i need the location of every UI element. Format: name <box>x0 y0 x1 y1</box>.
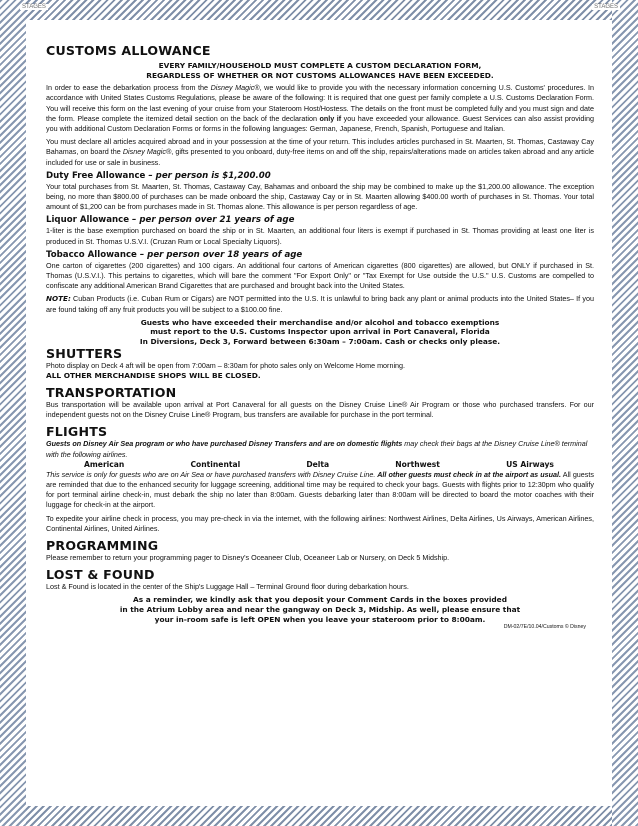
flights-paragraph-3: To expedite your airline check in process, you may pre-check in via the internet, with the following airlines: Northwest Airlines, Delta Airlines, Us Airways, American Airlines, Continental Airlines, United Airlines. <box>46 513 594 533</box>
tobacco-text: One carton of cigarettes (200 cigarettes) and 100 cigars. An additional four cartons of American cigarettes (800 cigarettes) are allowed, but ONLY if purchased in St. Thomas (U.S.V.I.). This pertains to cigarettes, which will bare the comment "For Export Only" or "Tax Exempt for Use outside the U.S." U.S. Customs are compelled to confiscate any additional American Brand Cigarettes that are purchased and brought back into the United States. <box>46 260 594 291</box>
frame-border-right <box>612 0 638 826</box>
liquor-heading: Liquor Allowance – per person over 21 years of age <box>46 215 295 226</box>
frame-border-bottom <box>0 806 638 826</box>
frame-border-top <box>0 0 638 20</box>
footer-document-code: DM-02/7E/10.04/Customs © Disney <box>503 624 586 631</box>
airline-list <box>46 460 594 470</box>
lost-found-text: Lost & Found is located in the center of the Ship's Luggage Hall – Terminal Ground floor during debarkation hours. <box>46 582 409 592</box>
reminder-line-1: As a reminder, we kindly ask that you deposit your Comment Cards in the boxes provided <box>133 595 507 605</box>
shutters-closed-notice: ALL OTHER MERCHANDISE SHOPS WILL BE CLOSED. <box>46 370 261 380</box>
reminder-line-2: in the Atrium Lobby area and near the gangway on Deck 3, Midship. As well, please ensure that <box>119 605 521 615</box>
note-paragraph: NOTE: Cuban Products (i.e. Cuban Rum or Cigars) are NOT permitted into the U.S. It is unlawful to bring back any plant or animal products into the United States– If you are found taking off any fruit products you will be subject to a $100.00 fine. <box>46 294 594 314</box>
customs-paragraph-2: You must declare all articles acquired abroad and in your possession at the time of your return. This includes articles purchased in St. Maarten, St. Thomas, Castaway Cay Bahamas, on board the Disney Magic®, gifts presented to you onboard, duty-free items on and off the ship, repairs/alterations made on articles taken abroad and any article included for use or sale in business. <box>46 137 595 167</box>
lost-found-title: LOST & FOUND <box>46 567 155 583</box>
exemption-line-1: Guests who have exceeded their merchandise and/or alcohol and tobacco exemptions <box>140 317 500 327</box>
airline-item: Delta <box>306 459 330 469</box>
liquor-text: 1-liter is the base exemption purchased on board the ship or in St. Maarten, an additional four liters is exempt if purchased in St. Thomas providing at least one liter is produced in St. Thomas U.S.V.I. (Cruzan Rum or Local Specialty Liquors). <box>46 226 594 246</box>
exemption-line-2: must report to the U.S. Customs Inspector upon arrival in Port Canaveral, Florida <box>150 327 490 337</box>
corner-code-right: STAGES <box>594 4 618 10</box>
exemption-line-3: In Diversions, Deck 3, Forward between 6:30am – 7:00am. Cash or checks only please. <box>139 337 501 347</box>
tobacco-heading: Tobacco Allowance – per person over 18 years of age <box>46 249 303 260</box>
document-content <box>46 44 594 631</box>
duty-free-heading: Duty Free Allowance – per person is $1,200.00 <box>46 170 271 181</box>
flights-intro: Guests on Disney Air Sea program or who have purchased Disney Transfers and are on domestic flights may check their bags at the Disney Cruise Line® terminal with the following airlines. <box>46 439 588 459</box>
flights-paragraph-2: This service is only for guests who are on Air Sea or have purchased transfers with Disney Cruise Line. All other guests must check in at the airport as usual. All guests are reminded that due to the enhanced security for luggage screening, additional time may be required to check your bags. Guests with flights prior to 12:30pm who qualify for port terminal airline check-in, must debark the ship no later than 8:00am. Guests debarking later than 8:00am will be directed to board the motor coaches with their luggage for check-in at the airport. <box>46 469 594 510</box>
customs-notice-line-2: REGARDLESS OF WHETHER OR NOT CUSTOMS ALLOWANCES HAVE BEEN EXCEEDED. <box>146 70 494 80</box>
transportation-text: Bus transportation will be available upon arrival at Port Canaveral for all guests on the Disney Cruise Line® Air Program or those who purchased transfers. For our independent guests not on the Disney Cruise Line® Program, bus transfers are available for purchase in the port terminal. <box>46 400 594 420</box>
customs-paragraph-1: In order to ease the debarkation process from the Disney Magic®, we would like to provide you with the necessary information concerning U.S. Customs' procedures. In accordance with United States Customs Regulations, please be aware of the following: It is required that one guest per family complete a U.S. Customs Declaration Form. You will receive this form on the last evening of your cruise from your Stateroom Host/Hostess. The details on the front must be completed fully and you must sign and date the form. Please complete the itemized detail section on the back of the declaration only if you have exceeded your allowance. Guest Services can also assist providing you with additional Custom Declaration Forms or forms in the following languages: German, Japanese, French, Spanish, Portuguese and Italian. <box>46 83 594 133</box>
customs-title: CUSTOMS ALLOWANCE <box>46 43 211 58</box>
reminder-line-3: your in-room safe is left OPEN when you leave your stateroom prior to 8:00am. <box>154 614 486 624</box>
shutters-title: SHUTTERS <box>46 345 123 361</box>
transportation-title: TRANSPORTATION <box>46 385 177 401</box>
shutters-text: Photo display on Deck 4 aft will be open from 7:00am – 8:30am for photo sales only on Welcome Home morning. <box>46 360 406 370</box>
programming-text: Please remember to return your programming pager to Disney's Oceaneer Club, Oceaneer Lab or Nursery, on Deck 5 Midship. <box>46 553 450 563</box>
corner-code-left: STAGES <box>22 4 46 10</box>
note-label: NOTE: <box>46 294 71 304</box>
duty-free-text: Your total purchases from St. Maarten, St. Thomas, Castaway Cay, Bahamas and onboard the ship may be combined to make up the $1,200.00 allowance. The exception being, no more than $800.00 of purchases can be made onboard the ship, Castaway Cay or in St. Maarten allowing $400.00 worth of purchases in St. Thomas. Your total amount of $1,200 can be from purchases made in St. Thomas alone. This allowance is per person regardless of age. <box>46 181 594 212</box>
flights-title: FLIGHTS <box>46 424 108 440</box>
customs-notice-line-1: EVERY FAMILY/HOUSEHOLD MUST COMPLETE A CUSTOM DECLARATION FORM, <box>158 61 482 70</box>
airline-item: American <box>84 459 125 469</box>
airline-item: Continental <box>190 459 241 469</box>
airline-item: Northwest <box>395 459 440 469</box>
airline-item: US Airways <box>506 459 554 469</box>
programming-title: PROGRAMMING <box>46 538 159 554</box>
frame-border-left <box>0 0 26 826</box>
